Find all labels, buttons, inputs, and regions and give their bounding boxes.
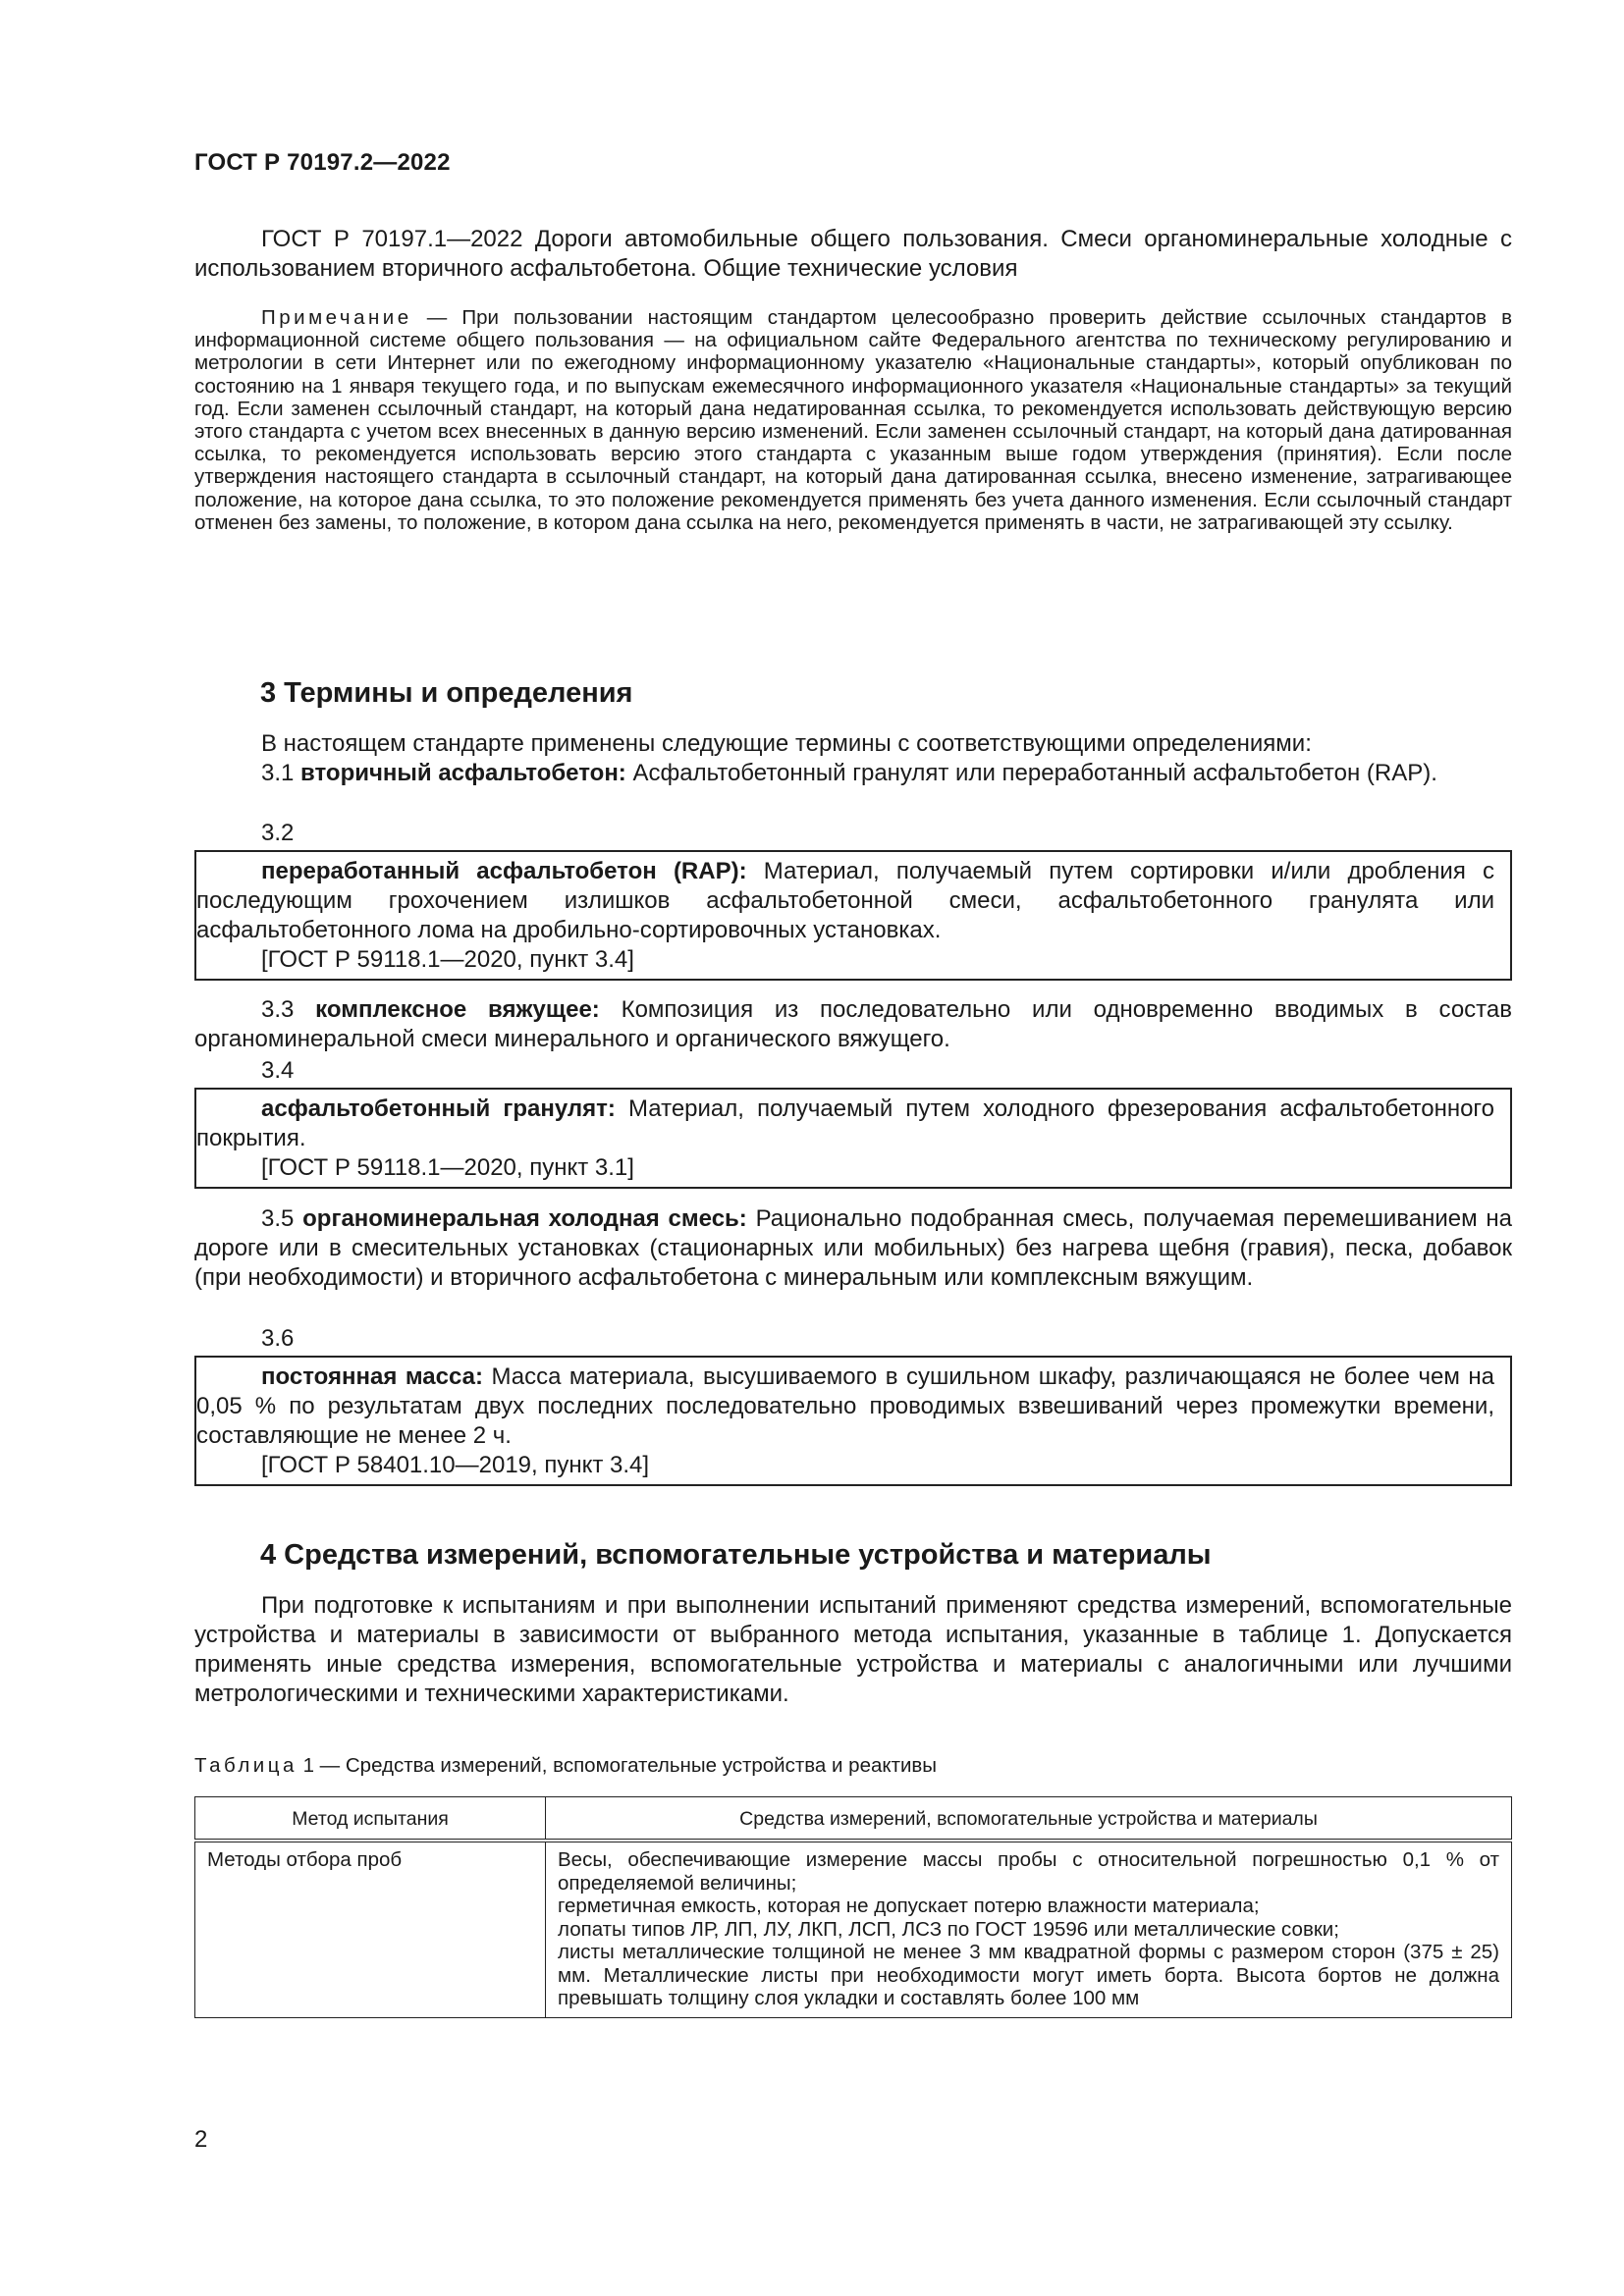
term-3-2-number: 3.2: [261, 820, 295, 846]
section-4-title: 4 Средства измерений, вспомогательные устройства и материалы: [260, 1539, 1212, 1571]
equipment-item: герметичная емкость, которая не допускает потерю влажности материала;: [558, 1895, 1260, 1917]
document-code-header: ГОСТ Р 70197.2—2022: [194, 149, 451, 176]
term-3-6-source: [ГОСТ Р 58401.10—2019, пункт 3.4]: [261, 1452, 650, 1478]
table-row: [195, 1841, 1512, 2017]
term-3-4-definition: Материал, получаемый путем холодного фрезерования асфальтобетонного покрытия.: [196, 1095, 1494, 1151]
term-3-3: [194, 995, 1512, 1054]
term-3-6-box: [194, 1356, 1512, 1486]
equipment-item: листы металлические толщиной не менее 3 мм квадратной формы с размером сторон (375 ± 25) мм. Металлические листы при необходимости могут иметь борта. Высота бортов не должна превышать толщину слоя укладки и составлять более 100 мм: [558, 1941, 1499, 2009]
term-3-5-definition: Рационально подобранная смесь, получаемая перемешиванием на дороге или в смесительных установках (стационарных или мобильных) без нагрева щебня (гравия), песка, добавок (при необходимости) и вторичного асфальтобетона с минеральным или комплексным вяжущим.: [194, 1205, 1513, 1291]
reference-note: [194, 306, 1512, 534]
table-1: [194, 1796, 1512, 2018]
term-3-5-number: 3.5: [261, 1205, 303, 1232]
term-3-2-definition: Материал, получаемый путем сортировки и/или дробления с последующим грохочением излишков асфальтобетонной смеси, асфальтобетонного гранулята или асфальтобетонного лома на дробильно-сортировочных установках.: [196, 858, 1494, 943]
section-3-intro: В настоящем стандарте применены следующие термины с соответствующими определениями:: [261, 730, 1312, 757]
equipment-item: лопаты типов ЛР, ЛП, ЛУ, ЛКП, ЛСП, ЛСЗ по ГОСТ 19596 или металлические совки;: [558, 1917, 1339, 1941]
section-4-paragraph: При подготовке к испытаниям и при выполнении испытаний применяют средства измерений, вспомогательные устройства и материалы в зависимости от выбранного метода испытания, указанные в таблице 1. Допускается применять иные средства измерения, вспомогательные устройства и материалы с аналогичными или лучшими метрологическими и техническими характеристиками.: [194, 1592, 1512, 1707]
normative-reference: ГОСТ Р 70197.1—2022 Дороги автомобильные общего пользования. Смеси органоминеральные холодные с использованием вторичного асфальтобетона. Общие технические условия: [194, 226, 1512, 282]
table-caption-text: 1 — Средства измерений, вспомогательные устройства и реактивы: [297, 1754, 938, 1777]
term-3-2-name: переработанный асфальтобетон (RAP):: [261, 858, 747, 884]
section-3-title: 3 Термины и определения: [260, 677, 633, 709]
term-3-6-number: 3.6: [261, 1325, 295, 1352]
term-3-1-name: вторичный асфальтобетон:: [300, 760, 626, 786]
equipment-item: Весы, обеспечивающие измерение массы пробы с относительной погрешностью 0,1 % от определяемой величины;: [558, 1848, 1499, 1895]
note-label: Примечание: [261, 306, 412, 329]
term-3-4-box: [194, 1088, 1512, 1189]
term-3-1: [194, 759, 1512, 788]
term-3-4-name: асфальтобетонный гранулят:: [261, 1095, 616, 1122]
term-3-5-name: органоминеральная холодная смесь:: [302, 1205, 747, 1232]
term-3-1-definition: Асфальтобетонный гранулят или переработанный асфальтобетон (RAP).: [625, 760, 1437, 786]
table-header-row: [195, 1797, 1512, 1842]
column-header-equipment: Средства измерений, вспомогательные устройства и материалы: [546, 1797, 1512, 1842]
term-3-6-definition: Масса материала, высушиваемого в сушильном шкафу, различающаяся не более чем на 0,05 % по результатам двух последних последовательно проводимых взвешиваний через промежутки времени, составляющие не менее 2 ч.: [196, 1363, 1494, 1449]
term-3-4: [196, 1095, 1494, 1153]
cell-equipment: [546, 1841, 1512, 2017]
term-3-2-source: [ГОСТ Р 59118.1—2020, пункт 3.4]: [261, 946, 634, 973]
term-3-6-name: постоянная масса:: [261, 1363, 483, 1390]
cell-method: Методы отбора проб: [195, 1841, 546, 2017]
term-3-2-box: [194, 850, 1512, 981]
column-header-method: Метод испытания: [195, 1797, 546, 1842]
term-3-2: [196, 857, 1494, 945]
note-text: — При пользовании настоящим стандартом целесообразно проверить действие ссылочных стандартов в информационной системе общего пользования — на официальном сайте Федерального агентства по техническому регулированию и метрологии в сети Интернет или по ежегодному информационному указателю «Национальные стандарты», который опубликован по состоянию на 1 января текущего года, и по выпускам ежемесячного информационного указателя «Национальные стандарты» за текущий год. Если заменен ссылочный стандарт, на который дана недатированная ссылка, то рекомендуется использовать действующую версию этого стандарта с учетом всех внесенных в данную версию изменений. Если заменен ссылочный стандарт, на который дана датированная ссылка, то рекомендуется использовать версию этого стандарта с указанным выше годом утверждения (принятия). Если после утверждения настоящего стандарта в ссылочный стандарт, на который дана датированная ссылка, внесено изменение, затрагивающее положение, на которое дана ссылка, то это положение рекомендуется применять без учета данного изменения. Если ссылочный стандарт отменен без замены, то положение, в котором дана ссылка на него, рекомендуется применять в части, не затрагивающей эту ссылку.: [194, 306, 1512, 534]
table-1-caption: [194, 1754, 937, 1778]
term-3-3-number: 3.3: [261, 996, 316, 1023]
term-3-3-name: комплексное вяжущее:: [315, 996, 600, 1023]
term-3-6: [196, 1362, 1494, 1451]
term-3-3-definition: Композиция из последовательно или одновременно вводимых в состав органоминеральной смеси минерального и органического вяжущего.: [194, 996, 1512, 1052]
term-3-5: [194, 1204, 1512, 1293]
page-number: 2: [194, 2126, 208, 2153]
table-caption-label: Таблица: [194, 1754, 298, 1777]
term-3-4-number: 3.4: [261, 1057, 295, 1084]
term-3-4-source: [ГОСТ Р 59118.1—2020, пункт 3.1]: [261, 1154, 634, 1181]
term-3-1-number: 3.1: [261, 760, 301, 786]
